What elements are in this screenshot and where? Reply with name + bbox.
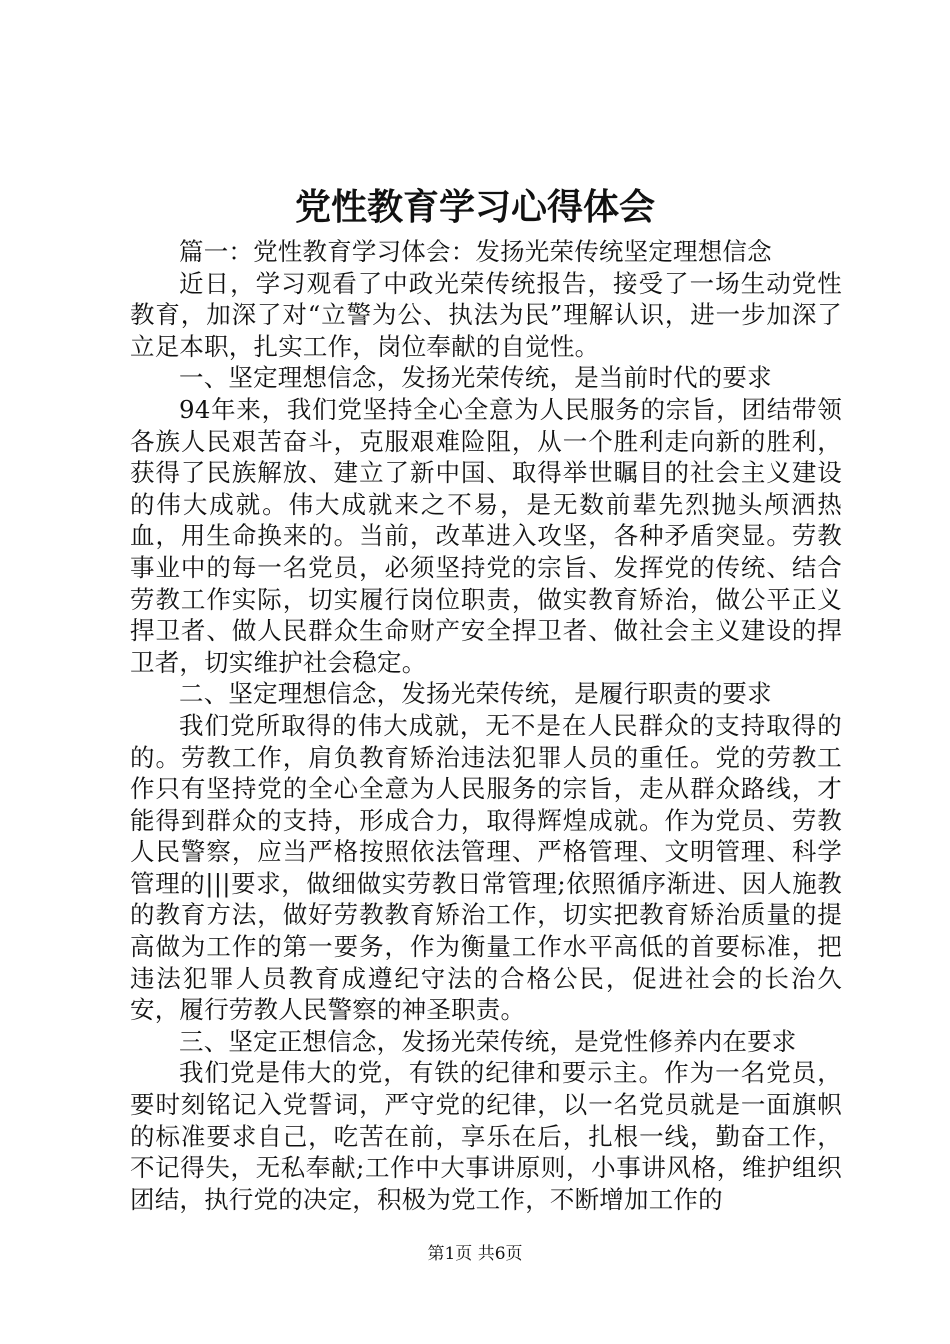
- paragraph-intro: 近日，学习观看了中政光荣传统报告，接受了一场生动党性教育，加深了对“立警为公、执法为民”理解认识，进一步加深了立足本职，扎实工作，岗位奉献的自觉性。: [130, 268, 842, 361]
- document-title: 党性教育学习心得体会: [294, 187, 655, 228]
- paragraph-section-three: 我们党是伟大的党，有铁的纪律和要示主。作为一名党员，要时刻铭记入党誓词，严守党的纪律，以一名党员就是一面旗帜的标准要求自己，吃苦在前，享乐在后，扎根一线，勤奋工作，不记得失，无私奉献;工作中大事讲原则，小事讲风格，维护组织团结，执行党的决定，积极为党工作，不断增加工作的: [130, 1058, 842, 1214]
- paragraph-heading-part-one: 篇一：党性教育学习体会：发扬光荣传统坚定理想信念: [179, 237, 772, 266]
- paragraph-section-one: 94年来，我们党坚持全心全意为人民服务的宗旨，团结带领各族人民艰苦奋斗，克服艰难险阻，从一个胜利走向新的胜利，获得了民族解放、建立了新中国、取得举世瞩目的社会主义建设的伟大成就。伟大成就来之不易，是无数前辈先烈抛头颅洒热血，用生命换来的。当前，改革进入攻坚，各种矛盾突显。劳教事业中的每一名党员，必须坚持党的宗旨、发挥党的传统、结合劳教工作实际，切实履行岗位职责，做实教育矫治，做公平正义捍卫者、做人民群众生命财产安全捍卫者、做社会主义建设的捍卫者，切实维护社会稳定。: [130, 394, 842, 677]
- document-body: [130, 236, 842, 1215]
- section-heading-three: 三、坚定正想信念，发扬光荣传统，是党性修养内在要求: [179, 1026, 797, 1056]
- paragraph-section-two: 我们党所取得的伟大成就，无不是在人民群众的支持取得的的。劳教工作，肩负教育矫治违法犯罪人员的重任。党的劳教工作只有坚持党的全心全意为人民服务的宗旨，走从群众路线，才能得到群众的支持，形成合力，取得辉煌成就。作为党员、劳教人民警察，应当严格按照依法管理、严格管理、文明管理、科学管理的|||要求，做细做实劳教日常管理;依照循序渐进、因人施教的教育方法，做好劳教教育矫治工作，切实把教育矫治质量的提高做为工作的第一要务，作为衡量工作水平高低的首要标准，把违法犯罪人员教育成遵纪守法的合格公民，促进社会的长治久安，履行劳教人民警察的神圣职责。: [130, 710, 842, 1025]
- page-number-footer: 第1页 共6页: [427, 1244, 523, 1264]
- section-heading-two: 二、坚定理想信念，发扬光荣传统，是履行职责的要求: [179, 679, 772, 709]
- section-heading-one: 一、坚定理想信念，发扬光荣传统，是当前时代的要求: [179, 363, 772, 393]
